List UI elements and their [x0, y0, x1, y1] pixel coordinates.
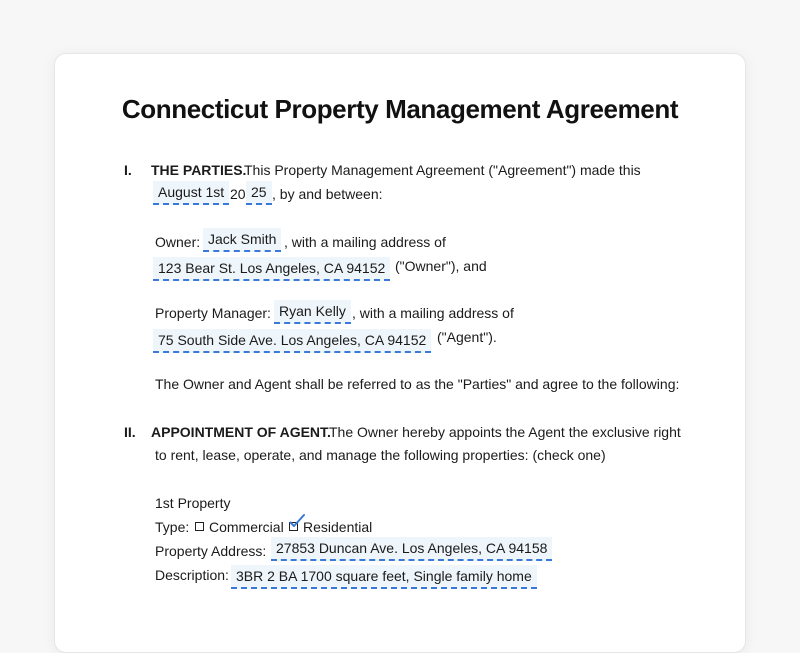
manager-address-field[interactable]: 75 South Side Ave. Los Angeles, CA 94152	[153, 329, 431, 353]
section-1-intro: This Property Management Agreement ("Agreement") made this	[244, 162, 641, 178]
owner-label: Owner:	[155, 234, 201, 250]
owner-mailing-text: , with a mailing address of	[284, 234, 446, 250]
section-2-heading: APPOINTMENT OF AGENT.	[151, 424, 331, 440]
commercial-checkbox[interactable]	[195, 522, 204, 531]
agreement-year-field[interactable]: 25	[246, 181, 272, 205]
document-title: Connecticut Property Management Agreement	[121, 94, 679, 124]
section-1-number: I.	[124, 162, 132, 178]
owner-name-field[interactable]: Jack Smith	[203, 228, 281, 252]
property-address-field[interactable]: 27853 Duncan Ave. Los Angeles, CA 94158	[271, 537, 552, 561]
commercial-option-label: Commercial	[209, 519, 284, 535]
manager-name-field[interactable]: Ryan Kelly	[274, 300, 351, 324]
section-2-number: II.	[124, 424, 136, 440]
owner-suffix-text: ("Owner"), and	[395, 258, 487, 274]
residential-option-label: Residential	[303, 519, 373, 535]
owner-address-field[interactable]: 123 Bear St. Los Angeles, CA 94152	[153, 257, 390, 281]
section-1-heading: THE PARTIES.	[151, 162, 247, 178]
manager-mailing-text: , with a mailing address of	[352, 305, 514, 321]
year-prefix: 20	[230, 186, 246, 202]
property-address-label: Property Address:	[155, 543, 267, 559]
section-2-text-line2: to rent, lease, operate, and manage the following properties: (check one)	[155, 447, 606, 463]
by-and-between-text: , by and between:	[272, 186, 383, 202]
description-label: Description:	[155, 567, 229, 583]
manager-suffix-text: ("Agent").	[437, 329, 497, 345]
agreement-date-field[interactable]: August 1st	[153, 181, 229, 205]
property-heading: 1st Property	[155, 495, 231, 511]
section-2-text-line1: The Owner hereby appoints the Agent the exclusive right	[329, 424, 681, 440]
manager-label: Property Manager:	[155, 305, 271, 321]
description-field[interactable]: 3BR 2 BA 1700 square feet, Single family home	[231, 565, 537, 589]
parties-sentence: The Owner and Agent shall be referred to as the "Parties" and agree to the following:	[155, 376, 680, 392]
document-card	[54, 53, 746, 653]
type-label: Type:	[155, 519, 190, 535]
